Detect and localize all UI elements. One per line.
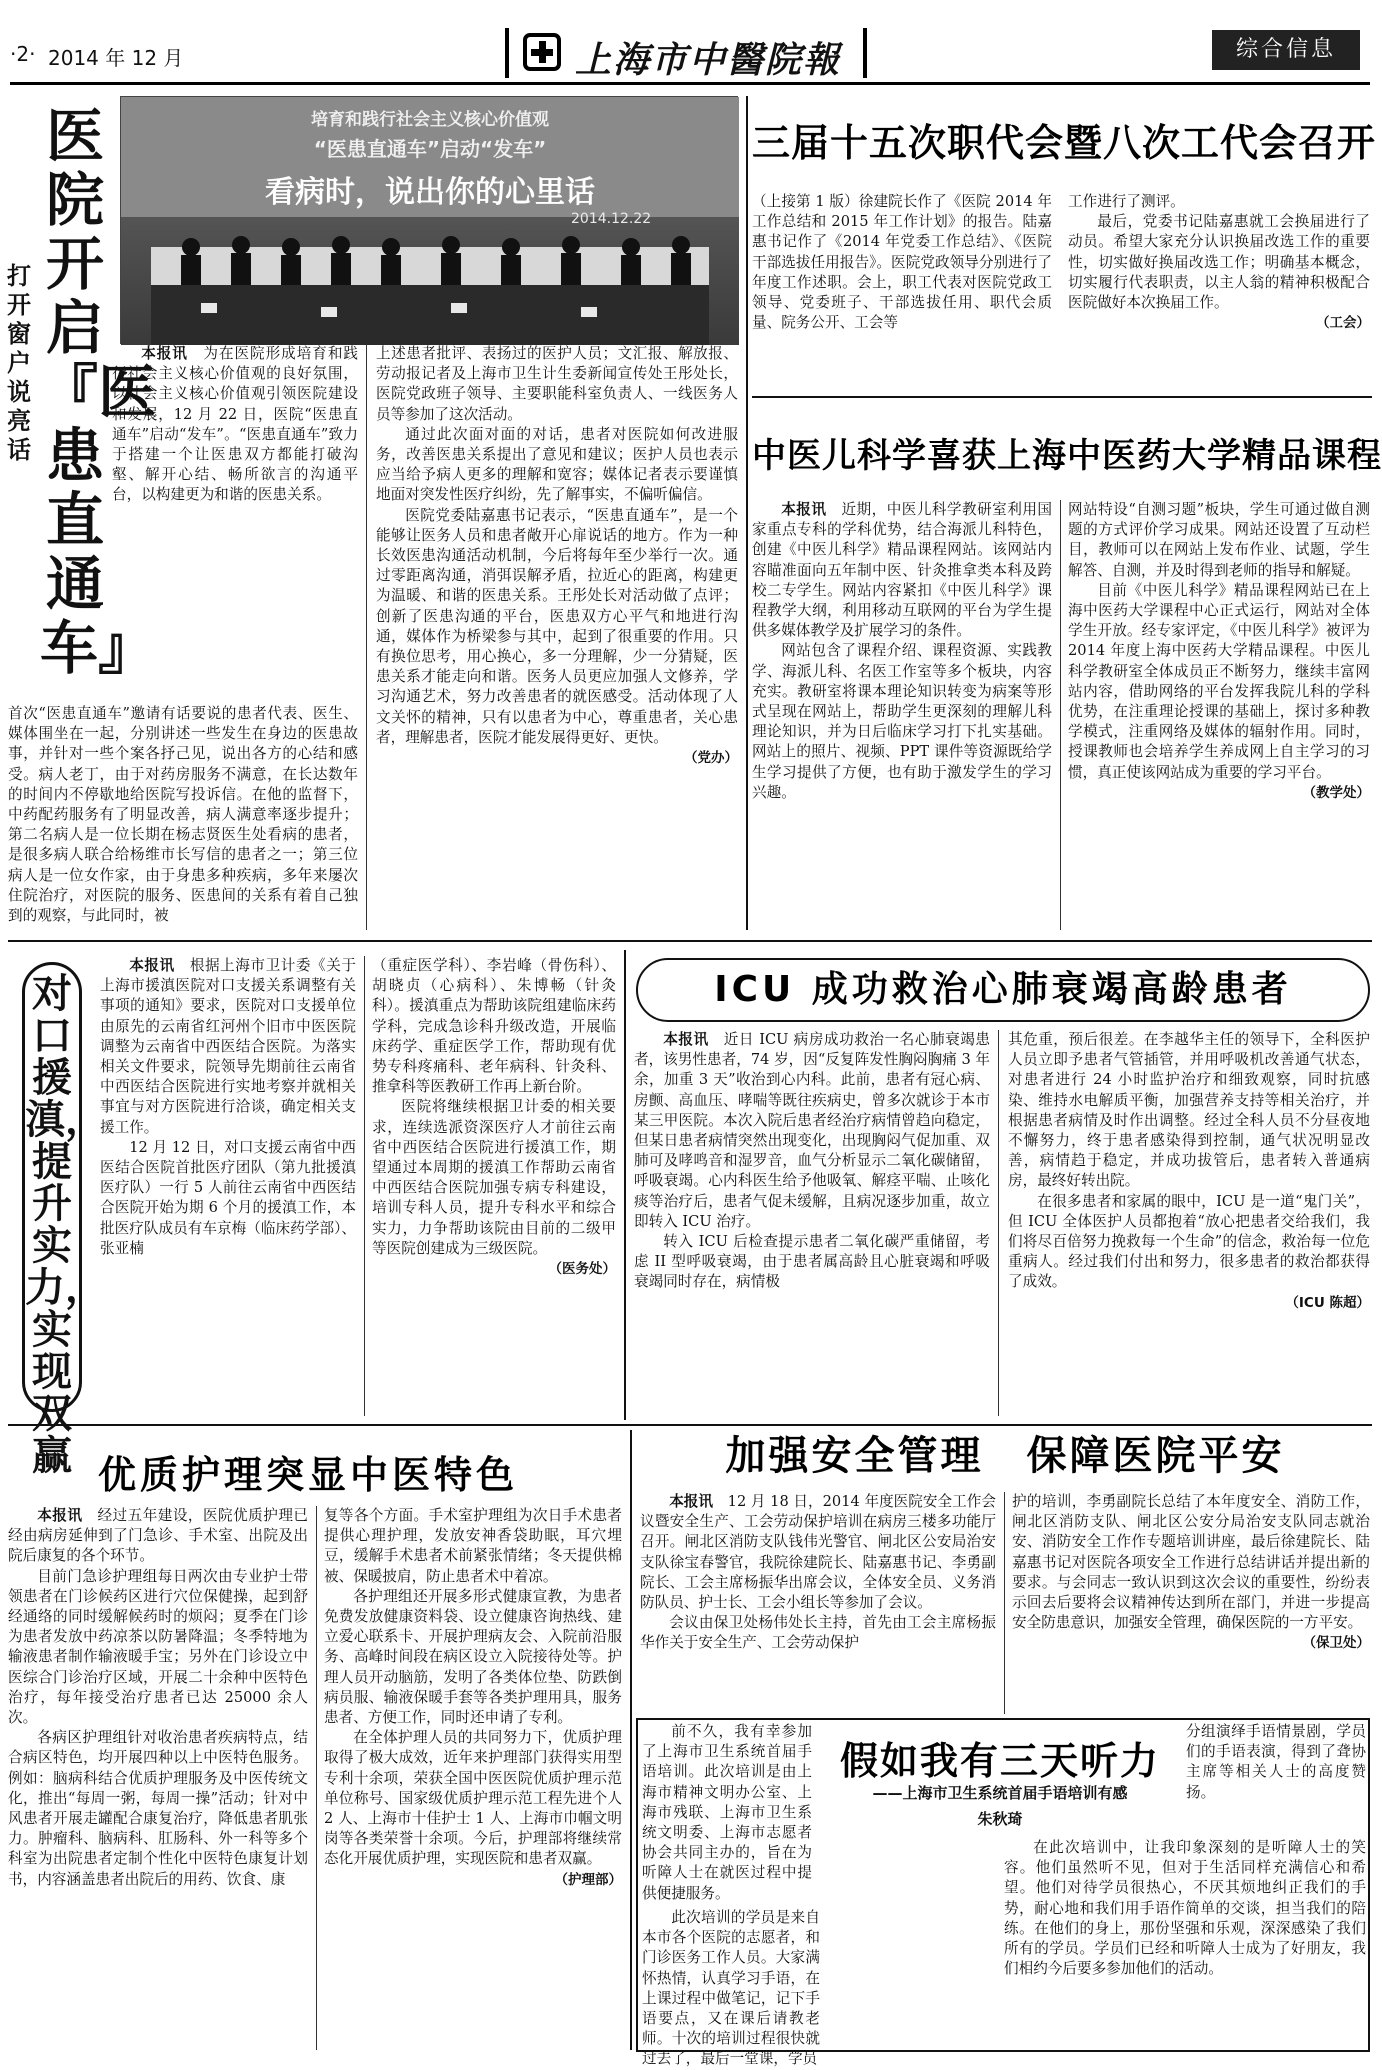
page-number: ·2· [10,42,36,66]
article-1-signature: （党办） [684,750,738,767]
article-8-title: 假如我有三天听力 [839,1739,1160,1783]
article-7-title: 加强安全管理 保障医院平安 [725,1433,1285,1479]
newspaper-title: 上海市中醫院報 [575,39,842,81]
photo-banner-date: 2014.12.22 [571,211,652,227]
article-5-title: ICU 成功救治心肺衰竭高龄患者 [714,969,1292,1010]
article-1-subtitle: 打开窗户说亮话 [7,262,31,464]
masthead [0,0,1380,80]
article-1-title: 医院开启『医患直通车』 [40,102,157,682]
article-8-col1-continued: 此次培训的学员是来自本市各个医院的志愿者，和门诊医务工作人员。大家满怀热情，认真学习手语，在上课过程中做笔记，记下手语要点，又在课后请教老师。十次的培训过程很快就过去了，最后一堂课，学员 [642,1909,820,2068]
article-8-col1: 前不久，我有幸参加了上海市卫生系统首届手语培训。此次培训是由上海市精神文明办公室、上海市残联、上海市卫生系统文明委、上海市志愿者协会共同主办的，旨在为听障人士在就医过程中提供便捷服务。 [642,1723,812,1902]
article-8-col2a: 分组演绎手语情景剧，学员们的手语表演，得到了聋协主席等相关人士的高度赞扬。 [1186,1723,1366,1801]
hospital-logo-icon [523,33,561,71]
photo-banner-2: “医患直通车”启动“发车” [313,137,547,161]
article-6-title: 优质护理突显中医特色 [97,1453,518,1497]
article-8-subtitle: ——上海市卫生系统首届手语培训有感 [872,1784,1128,1802]
issue-date: 2014 年 12 月 [48,46,184,70]
photo-banner-3: 看病时，说出你的心里话 [265,175,595,210]
article-1-col2: 上述患者批评、表扬过的医护人员；文汇报、解放报、劳动报记者及上海市卫生计生委新闻宣传处王彤处长，医院党政班子领导、主要职能科室负责人、一线医务人员等参加了这次活动。 通过此次面对面的对话，患者对医院如何改进服务，改善医患关系提出了意见和建议；医护人员也表示应当给予病人更多的理解和宽容；媒体记者表示要谨慎地面对突发性医疗纠纷，先了解事实，不偏听偏信。 医院党委陆嘉惠书记表示，“医患直通车”，是一个能够让医务人员和患者敞开心扉说话的地方。作为一种长效医患沟通活动机制，今后将每年至少举行一次。通过零距离沟通，消弭误解矛盾，拉近心的距离，构建更为温暖、和谐的医患关系。王彤处长对活动做了点评；创新了医患沟通的平台，医患双方心平气和地进行沟通，媒体作为桥梁参与其中，起到了很重要的作用。只有换位思考，用心换心，多一分理解，少一分猜疑，医患关系才能走向和谐。医务人员更应加强人文修养，学习沟通艺术，努力改善患者的就医感受。活动体现了人文关怀的精神，只有以患者为中心，尊重患者，关心患者，理解患者，医院才能发展得更好、更快。 （党办） [376,344,738,930]
article-2-signature: （工会） [1316,315,1370,332]
article-5-col2: 其危重，预后很差。在李越华主任的领导下，全科医护人员立即予患者气管插管，并用呼吸机改善通气状态，对患者进行 24 小时监护治疗和细致观察，同时抗感染、维持水电解质平衡，加强营养支持等相关治疗，并根据患者病情及时作出调整。经过全科人员不分昼夜地不懈努力，终于患者感染得到控制，通气状况明显改善，病情趋于稳定，并成功拔管后，患者转入普通病房，最终好转出院。 在很多患者和家属的眼中，ICU 是一道“鬼门关”，但 ICU 全体医护人员都抱着“放心把患者交给我们，我们将尽百倍努力挽救每一个生命”的信念，救治每一位危重病人。经过我们付出和努力，很多患者的救治都获得了成效。 （ICU 陈超） [1008,1030,1370,1416]
article-8-col2b: 在此次培训中，让我印象深刻的是听障人士的笑容。他们虽然听不见，但对于生活同样充满信心和希望。他们对待学员很热心，不厌其烦地纠正我们的手势，耐心地和我们用手语作简单的交谈，担当我们的陪练。在他们的身上，那份坚强和乐观，深深感染了我们所有的学员。学员们已经和听障人士成为了好朋友，我们相约今后要多参加他们的活动。 [1004,1839,1366,1978]
photo-banner-1: 培育和践行社会主义核心价值观 [311,110,549,130]
newspaper-title-box [505,28,867,81]
article-4-signature: （医务处） [548,1261,616,1278]
section-rule-1 [8,940,1372,942]
article-5-title-box [636,958,1370,1022]
article-7-col1: 本报讯 12 月 18 日，2014 年度医院安全工作会议暨安全生产、工会劳动保护培训在病房三楼多功能厅召开。闸北区消防支队钱伟光警官、闸北区公安局治安支队徐宝春警官，我院徐建院长、陆嘉惠书记、李勇副院长、工会主席杨振华出席会议，全体安全员、义务消防队员、护士长、工会小组长等参加了会议。 会议由保卫处杨伟处长主持，首先由工会主席杨振华作关于安全生产、工会劳动保护 [640,1493,996,1652]
article-1-headline [40,102,157,682]
article-8-author: 朱秋琦 [977,1810,1023,1828]
article-6-col1: 本报讯 经过五年建设，医院优质护理已经由病房延伸到了门急诊、手术室、出院及出院后康复的各个环节。 目前门急诊护理组每日两次由专业护士带领患者在门诊候药区进行穴位保健操，起到舒经通络的同时缓解候药时的烦闷；夏季在门诊为患者发放中药凉茶以防暑降温；冬季特地为输液患者制作输液暖手宝；另外在门诊设立中医综合门诊治疗区域，开展二十余种中医特色治疗，每年接受治疗患者已达 25000 余人次。 各病区护理组针对收治患者疾病特点，结合病区特色，均开展四种以上中医特色服务。例如：脑病科结合优质护理服务及中医传统文化，推出“每周一粥，每周一操”活动；针对中风患者开展走罐配合康复治疗，降低患者肌张力。肿瘤科、脑病科、肛肠科、外一科等多个科室为出院患者定制个性化中医特色康复计划书，内容涵盖患者出院后的用药、饮食、康 [8,1507,308,1888]
article-1-col1b: 首次“医患直通车”邀请有话要说的患者代表、医生、媒体围坐在一起，分别讲述一些发生在身边的医患故事，并针对一些个案各抒己见，说出各方的心结和感受。病人老丁，由于对药房服务不满意，在长达数年的时间内不停歇地给医院写投诉信。在他的监督下，中药配药服务有了明显改善，病人满意率逐步提升；第二名病人是一位长期在杨志贤医生处看病的患者，是很多病人联合给杨维市长写信的患者之一；第三位病人是一位女作家，由于身患多种疾病，多年来屡次住院治疗，对医院的服务、医患间的关系有着自己独到的观察，与此同时，被 [8,705,358,925]
article-5-signature: （ICU 陈超） [1285,1294,1370,1311]
section-label: 综合信息 [1212,30,1360,70]
article-2-title: 三届十五次职代会暨八次工代会召开 [752,121,1377,165]
article-4-headline [22,962,105,1479]
event-photo [120,96,738,344]
article-4-col1: 本报讯 根据上海市卫计委《关于上海市援滇医院对口支援关系调整有关事项的通知》要求，医院对口支援单位由原先的云南省红河州个旧市中医医院调整为云南省中西医结合医院。为落实相关文件要求，院领导先期前往云南省中西医结合医院进行实地考察并就相关事宜与对方医院进行洽谈，确定相关支援工作。 12 月 12 日，对口支援云南省中西医结合医院首批医疗团队（第九批援滇医疗队）一行 5 人前往云南省中西医结合医院开始为期 6 个月的援滇工作，本批医疗队成员有车京梅（临床药学部）、张亚楠 [100,957,356,1257]
article-4-col2: （重症医学科）、李岩峰（骨伤科）、胡晓贞（心病科）、朱博畅（针灸科）。援滇重点为帮助该院组建临床药学科，完成急诊科升级改造，开展临床药学、重症医学工作，帮助现有优势专科疼痛科、老年病科、针灸科、推拿科等医教研工作再上新台阶。 医院将继续根据卫计委的相关要求，连续选派资深医疗人才前往云南省中西医结合医院进行援滇工作，期望通过本周期的援滇工作帮助云南省中西医结合医院加强专病专科建设，培训专科人员，提升专科水平和综合实力，力争帮助该院由目前的二级甲等医院创建成为三级医院。 （医务处） [372,956,616,1416]
article-7-signature: （保卫处） [1302,1635,1370,1652]
article-6-col2: 复等各个方面。手术室护理组为次日手术患者提供心理护理，发放安神香袋助眠，耳穴埋豆，缓解手术患者术前紧张情绪；冬天提供棉被、保暖披肩，防止患者术中着凉。 各护理组还开展多形式健康宣教，为患者免费发放健康资料袋、设立健康咨询热线、建立爱心联系卡、开展护理病友会、入院前沿服务、高峰时间段在病区设立入院接待处等。护理人员开动脑筋，发明了各类体位垫、防跌倒病员服、输液保暖手套等各类护理用具，服务患者、方便工作，同时还申请了专利。 在全体护理人员的共同努力下，优质护理取得了极大成效，近年来护理部门获得实用型专利十余项，荣获全国中医医院优质护理示范单位称号、国家级优质护理示范工程先进个人 2 人、上海市十佳护士 1 人、上海市巾帼文明岗等各类荣誉十余项。今后，护理部将继续常态化开展优质护理，实现医院和患者双赢。 （护理部） [324,1506,622,2050]
article-5-col1: 本报讯 近日 ICU 病房成功救治一名心肺衰竭患者，该男性患者，74 岁，因“反复阵发性胸闷胸痛 3 年余，加重 3 天”收治到心内科。此前，患者有冠心病、房颤、高血压、哮喘等既往疾病史，曾多次就诊于本市某三甲医院。本次入院后患者经治疗病情曾趋向稳定，但某日患者病情突然出现变化，出现胸闷气促加重、双肺可及哮鸣音和湿罗音，血气分析显示二氧化碳储留，呼吸衰竭。心内科医生给予他吸氧、解痉平喘、止咳化痰等治疗后，患者气促未缓解，且病况逐步加重，故立即转入 ICU 治疗。 转入 ICU 后检查提示患者二氧化碳严重储留，考虑 II 型呼吸衰竭，由于患者属高龄且心脏衰竭和呼吸衰竭同时存在，病情极 [634,1031,990,1291]
article-3-col1: 本报讯 近期，中医儿科学教研室利用国家重点专科的学科优势，结合海派儿科特色，创建《中医儿科学》精品课程网站。该网站内容瞄准面向五年制中医、针灸推拿类本科及跨校二专学生。网站内容紧扣《中医儿科学》课程教学大纲，利用移动互联网的平台为学生提供多媒体教学及扩展学习的条件。 网站包含了课程介绍、课程资源、实践教学、海派儿科、名医工作室等多个板块，内容充实。教研室将课本理论知识转变为病案等形式呈现在网站上，帮助学生更深刻的理解儿科理论知识，并为日后临床学习打下扎实基础。网站上的照片、视频、PPT 课件等资源既给学生学习提供了方便，也有助于激发学生的学习兴趣。 [752,501,1052,801]
article-2-col2: 工作进行了测评。 最后，党委书记陆嘉惠就工会换届进行了动员。希望大家充分认识换届改选工作的重要性，切实做好换届改选工作；明确基本概念，切实履行代表职责，以主人翁的精神积极配合医院做好本次换届工作。 （工会） [1068,192,1370,378]
article-2-col1: （上接第 1 版）徐建院长作了《医院 2014 年工作总结和 2015 年工作计划》的报告。陆嘉惠书记作了《2014 年党委工作总结》、《医院干部选拔任用报告》。医院党政领导分别进行了年度工作述职。会上，职工代表对医院党政工领导、党委班子、干部选拔任用、职代会质量、院务公开、工会等 [752,193,1052,332]
article-7-col2: 护的培训，李勇副院长总结了本年度安全、消防工作，闸北区消防支队、闸北区公安分局治安支队同志就治安、消防安全工作作专题培训讲座，最后徐建院长、陆嘉惠书记对医院各项安全工作进行总结讲话并提出新的要求。与会同志一致认识到这次会议的重要性，纷纷表示回去后要将会议精神传达到所在部门，并进一步提高安全防患意识，加强安全管理，确保医院的一方平安。 （保卫处） [1012,1492,1370,1714]
article-3-title: 中医儿科学喜获上海中医药大学精品课程 [752,436,1382,476]
article-1-col1a: 本报讯 为在医院形成培育和践行社会主义核心价值观的良好氛围，以社会主义核心价值观引领医院建设和发展，12 月 22 日，医院“医患直通车”启动“发车”。“医患直通车”致力于搭建一个让医患双方都能打破沟壑、解开心结、畅所欲言的沟通平台，以构建更为和谐的医患关系。 [112,345,358,504]
article-4-title: 对口援滇，提升实力，实现双赢 [25,971,105,1479]
article-3-col2: 网站特设“自测习题”板块，学生可通过做自测题的方式评价学习成果。网站还设置了互动栏目，教师可以在网站上发布作业、试题，学生解答、自测，并及时得到老师的指导和解疑。 目前《中医儿科学》精品课程网站已在上海中医药大学课程中心正式运行，网站对全体学生开放。经专家评定，《中医儿科学》被评为 2014 年度上海中医药大学精品课程。中医儿科学教研室全体成员正不断努力，继续丰富网站内容，借助网络的平台发挥我院儿科的学科优势，在注重理论授课的基础上，探讨多种教学模式，注重网络及媒体的辐射作用。同时，授课教师也会培养学生养成网上自主学习的习惯，真正使该网站成为重要的学习平台。 （教学处） [1068,500,1370,930]
article-6-signature: （护理部） [554,1871,622,1888]
article-3-signature: （教学处） [1302,784,1370,801]
masthead-rule [10,82,1370,85]
